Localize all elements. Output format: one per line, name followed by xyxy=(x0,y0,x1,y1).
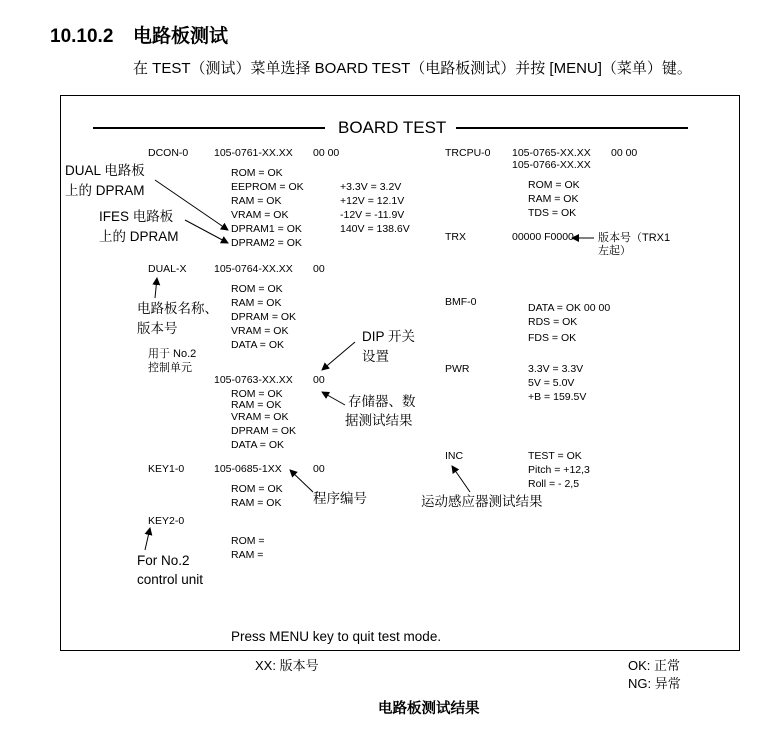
trcpu-prog1: 105-0765-XX.XX xyxy=(512,147,591,159)
figure-caption: 电路板测试结果 xyxy=(378,701,480,717)
inc-name: INC xyxy=(445,450,464,462)
bmf-name: BMF-0 xyxy=(445,296,477,308)
trx-name: TRX xyxy=(445,231,466,243)
dualx-result: ROM = OK xyxy=(231,283,283,295)
dualx-result: VRAM = OK xyxy=(231,325,289,337)
unit2-result: VRAM = OK xyxy=(231,411,289,423)
dcon-result: ROM = OK xyxy=(231,167,283,179)
dcon-volt: -12V = -11.9V xyxy=(340,209,405,221)
trx-value: 00000 F0000 xyxy=(512,231,574,243)
dcon-dip: 00 00 xyxy=(313,147,340,159)
dcon-result: DPRAM2 = OK xyxy=(231,237,302,249)
dcon-volt: 140V = 138.6V xyxy=(340,223,410,235)
callout-dual-dpram-2: 上的 DPRAM xyxy=(65,183,145,198)
arrow-key2 xyxy=(145,528,150,550)
callout-no2-2: 控制单元 xyxy=(148,362,192,374)
arrow-mem xyxy=(322,392,345,405)
bmf-result: RDS = OK xyxy=(528,316,578,328)
dcon-result: DPRAM1 = OK xyxy=(231,223,302,235)
trcpu-prog2: 105-0766-XX.XX xyxy=(512,159,591,171)
key1-result: ROM = OK xyxy=(231,483,283,495)
callout-mem-2: 据测试结果 xyxy=(345,413,413,428)
callout-dual-dpram-1: DUAL 电路板 xyxy=(65,163,145,178)
pwr-name: PWR xyxy=(445,363,470,375)
unit2-result: DATA = OK xyxy=(231,439,285,451)
callout-board-name-1: 电路板名称、 xyxy=(137,301,218,316)
callout-version-1: 版本号（TRX1 xyxy=(598,232,671,244)
bmf-result: DATA = OK 00 00 xyxy=(528,302,611,314)
callout-ifes-dpram-1: IFES 电路板 xyxy=(99,209,174,224)
legend-ng: NG: 异常 xyxy=(628,676,681,691)
unit2-prog: 105-0763-XX.XX xyxy=(214,374,293,386)
dcon-result: VRAM = OK xyxy=(231,209,289,221)
dualx-result: RAM = OK xyxy=(231,297,282,309)
dcon-result: EEPROM = OK xyxy=(231,181,304,193)
quit-instruction: Press MENU key to quit test mode. xyxy=(231,629,442,644)
legend-ok: OK: 正常 xyxy=(628,658,681,673)
callout-dip-1: DIP 开关 xyxy=(362,329,416,344)
callout-no2-1: 用于 No.2 xyxy=(148,348,197,360)
callout-board-name-2: 版本号 xyxy=(137,321,178,336)
screen-title: BOARD TEST xyxy=(338,118,447,137)
inc-result: Roll = - 2,5 xyxy=(528,478,580,490)
unit2-dip: 00 xyxy=(313,374,325,386)
inc-result: TEST = OK xyxy=(528,450,582,462)
inc-result: Pitch = +12,3 xyxy=(528,464,590,476)
dualx-name: DUAL-X xyxy=(148,263,187,275)
dcon-volt: +12V = 12.1V xyxy=(340,195,405,207)
callout-version-2: 左起） xyxy=(598,245,631,257)
callout-en-no2-1: For No.2 xyxy=(137,553,190,568)
dualx-prog: 105-0764-XX.XX xyxy=(214,263,293,275)
pwr-result: 3.3V = 3.3V xyxy=(528,363,584,375)
key2-name: KEY2-0 xyxy=(148,515,185,527)
unit2-result: ROM = OK xyxy=(231,388,283,400)
trcpu-result: TDS = OK xyxy=(528,207,577,219)
legend-xx: XX: 版本号 xyxy=(255,658,319,673)
arrow-motion xyxy=(452,466,470,492)
section-title: 电路板测试 xyxy=(133,26,229,47)
dcon-result: RAM = OK xyxy=(231,195,282,207)
arrow-dual-dpram xyxy=(155,180,228,230)
dcon-prog: 105-0761-XX.XX xyxy=(214,147,293,159)
pwr-result: 5V = 5.0V xyxy=(528,377,575,389)
trcpu-name: TRCPU-0 xyxy=(445,147,491,159)
trcpu-result: RAM = OK xyxy=(528,193,579,205)
key1-name: KEY1-0 xyxy=(148,463,185,475)
dcon-volt: +3.3V = 3.2V xyxy=(340,181,402,193)
key1-prog: 105-0685-1XX xyxy=(214,463,282,475)
callout-prog-no: 程序编号 xyxy=(313,491,367,506)
dualx-result: DPRAM = OK xyxy=(231,311,297,323)
arrow-board-name xyxy=(155,278,157,298)
dualx-result: DATA = OK xyxy=(231,339,285,351)
trcpu-result: ROM = OK xyxy=(528,179,580,191)
dcon-name: DCON-0 xyxy=(148,147,189,159)
intro-text: 在 TEST（测试）菜单选择 BOARD TEST（电路板测试）并按 [MENU]（菜单）键。 xyxy=(133,60,692,77)
callout-dip-2: 设置 xyxy=(362,349,389,364)
unit2-result: DPRAM = OK xyxy=(231,425,297,437)
arrow-ifes-dpram xyxy=(185,220,228,243)
unit2-result: RAM = OK xyxy=(231,399,282,411)
key2-result: ROM = xyxy=(231,535,265,547)
callout-ifes-dpram-2: 上的 DPRAM xyxy=(99,229,179,244)
callout-en-no2-2: control unit xyxy=(137,572,204,587)
key1-dip: 00 xyxy=(313,463,325,475)
callout-mem-1: 存储器、数 xyxy=(348,394,416,409)
key1-result: RAM = OK xyxy=(231,497,282,509)
dualx-dip: 00 xyxy=(313,263,325,275)
arrow-dip xyxy=(322,342,355,370)
callout-motion: 运动感应器测试结果 xyxy=(421,494,543,509)
key2-result: RAM = xyxy=(231,549,264,561)
pwr-result: +B = 159.5V xyxy=(528,391,587,403)
arrow-prog-no xyxy=(290,470,313,492)
trcpu-dip: 00 00 xyxy=(611,147,638,159)
bmf-result: FDS = OK xyxy=(528,332,577,344)
section-number: 10.10.2 xyxy=(50,26,114,47)
